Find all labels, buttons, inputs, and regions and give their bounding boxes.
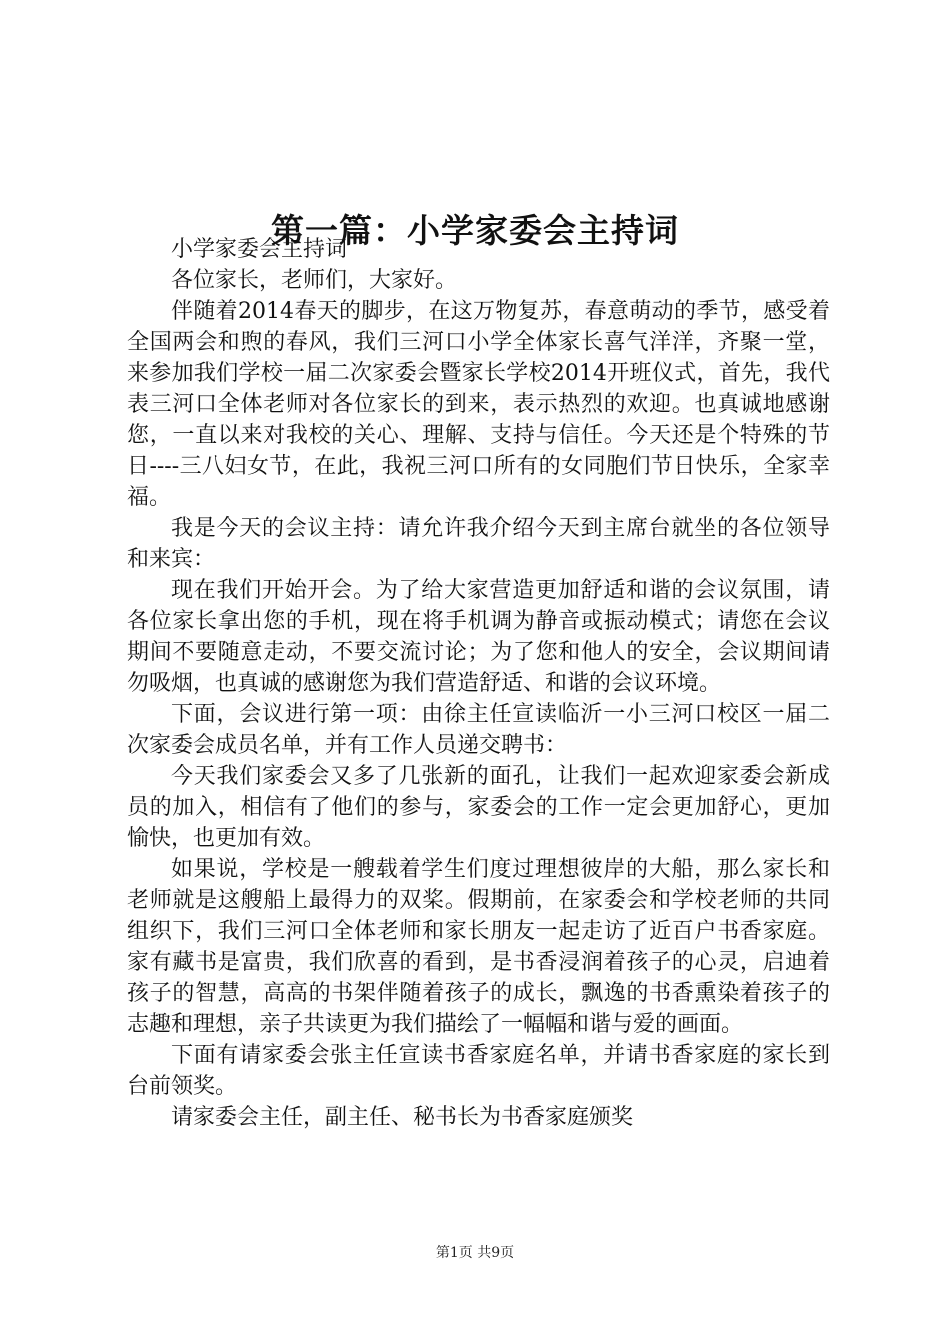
document-body <box>127 234 830 1133</box>
paragraph: 请家委会主任，副主任、秘书长为书香家庭颁奖 <box>171 1105 634 1130</box>
paragraph: 我是今天的会议主持：请允许我介绍今天到主席台就坐的各位领导和来宾： <box>127 516 830 572</box>
page-footer: 第1页 共9页 <box>435 1245 515 1261</box>
paragraph: 伴随着2014春天的脚步，在这万物复苏，春意萌动的季节，感受着全国两会和煦的春风，我们三河口小学全体家长喜气洋洋，齐聚一堂，来参加我们学校一届二次家委会暨家长学校2014开班仪式，首先，我代表三河口全体老师对各位家长的到来，表示热烈的欢迎。也真诚地感谢您，一直以来对我校的关心、理解、支持与信任。今天还是个特殊的节日----三八妇女节，在此，我祝三河口所有的女同胞们节日快乐，全家幸福。 <box>127 299 830 510</box>
paragraph: 现在我们开始开会。为了给大家营造更加舒适和谐的会议氛围，请各位家长拿出您的手机，现在将手机调为静音或振动模式；请您在会议期间不要随意走动，不要交流讨论；为了您和他人的安全，会议期间请勿吸烟，也真诚的感谢您为我们营造舒适、和谐的会议环境。 <box>127 578 830 696</box>
paragraph: 各位家长，老师们，大家好。 <box>171 268 458 293</box>
paragraph: 小学家委会主持词 <box>171 237 348 262</box>
document-title: 第一篇：小学家委会主持词 <box>271 211 679 251</box>
paragraph: 下面有请家委会张主任宣读书香家庭名单，并请书香家庭的家长到台前领奖。 <box>127 1043 830 1099</box>
paragraph: 今天我们家委会又多了几张新的面孔，让我们一起欢迎家委会新成员的加入，相信有了他们的参与，家委会的工作一定会更加舒心，更加愉快，也更加有效。 <box>127 764 830 851</box>
paragraph: 如果说，学校是一艘载着学生们度过理想彼岸的大船，那么家长和老师就是这艘船上最得力的双桨。假期前，在家委会和学校老师的共同组织下，我们三河口全体老师和家长朋友一起走访了近百户书香家庭。家有藏书是富贵，我们欣喜的看到，是书香浸润着孩子的心灵，启迪着孩子的智慧，高高的书架伴随着孩子的成长，飘逸的书香熏染着孩子的志趣和理想，亲子共读更为我们描绘了一幅幅和谐与爱的画面。 <box>127 857 830 1037</box>
paragraph: 下面，会议进行第一项：由徐主任宣读临沂一小三河口校区一届二次家委会成员名单，并有工作人员递交聘书： <box>127 702 830 758</box>
